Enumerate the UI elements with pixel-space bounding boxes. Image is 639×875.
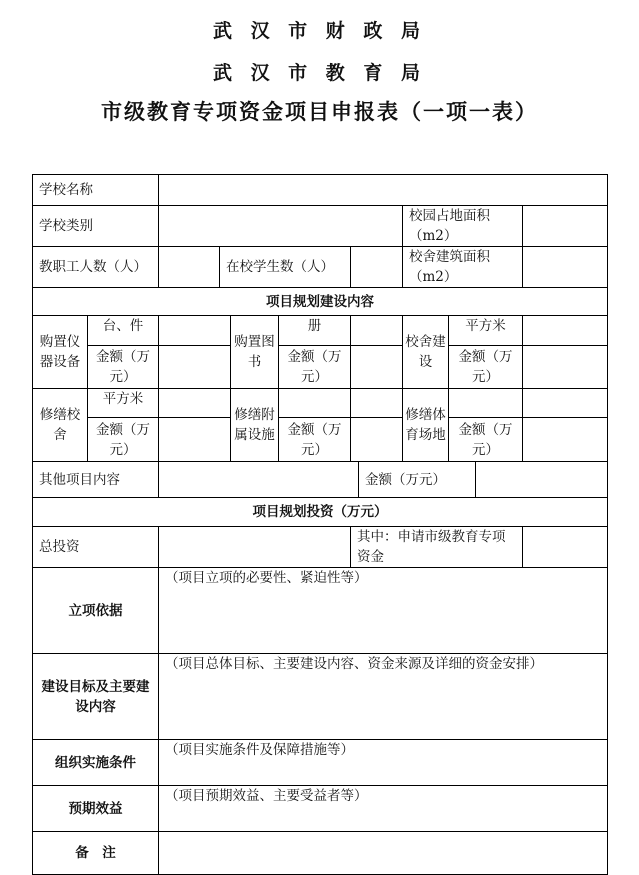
special-fund-label: 其中：申请市级教育专项资金: [351, 527, 523, 568]
repair-facilities-label: 修缮附属设施: [231, 389, 279, 462]
remarks-field[interactable]: [159, 832, 608, 875]
section-construction-content: 项目规划建设内容: [33, 288, 608, 316]
purchase-equipment-label: 购置仪器设备: [33, 316, 88, 389]
repair-sports-quantity-field[interactable]: [523, 389, 608, 418]
school-name-field[interactable]: [159, 175, 608, 206]
section-planned-investment: 项目规划投资（万元）: [33, 498, 608, 527]
equipment-unit: 台、件: [88, 316, 159, 346]
other-items-label: 其他项目内容: [33, 462, 159, 498]
special-fund-field[interactable]: [523, 527, 608, 568]
equipment-amount-label: 金额（万元）: [88, 346, 159, 389]
goals-hint: （项目总体目标、主要建设内容、资金来源及详细的资金安排）: [165, 656, 543, 672]
repair-sports-amount-field[interactable]: [523, 418, 608, 462]
goals-field[interactable]: [159, 654, 608, 740]
implementation-field[interactable]: [159, 740, 608, 786]
school-type-field[interactable]: [159, 206, 403, 247]
issuer-finance-bureau: 武 汉 市 财 政 局: [212, 20, 427, 42]
repair-facilities-amount-field[interactable]: [351, 418, 403, 462]
repair-building-unit: 平方米: [88, 389, 159, 418]
repair-facilities-amount-label: 金额（万元）: [279, 418, 351, 462]
staff-count-field[interactable]: [159, 247, 220, 288]
issuer-education-bureau: 武 汉 市 教 育 局: [212, 62, 427, 84]
staff-count-label: 教职工人数（人）: [33, 247, 159, 288]
equipment-quantity-field[interactable]: [159, 316, 231, 346]
project-basis-field[interactable]: [159, 568, 608, 654]
campus-area-field[interactable]: [523, 206, 608, 247]
expected-benefit-label: 预期效益: [33, 786, 159, 832]
project-basis-hint: （项目立项的必要性、紧迫性等）: [165, 570, 368, 586]
books-quantity-field[interactable]: [351, 316, 403, 346]
project-basis-label: 立项依据: [33, 568, 159, 654]
other-amount-label: 金额（万元）: [359, 462, 476, 498]
repair-building-amount-label: 金额（万元）: [88, 418, 159, 462]
repair-sports-label: 修缮体育场地: [403, 389, 449, 462]
form-title: 市级教育专项资金项目申报表（一项一表）: [101, 99, 538, 124]
repair-building-quantity-field[interactable]: [159, 389, 231, 418]
expected-benefit-field[interactable]: [159, 786, 608, 832]
goals-label: 建设目标及主要建设内容: [33, 654, 159, 740]
repair-facilities-unit-field[interactable]: [279, 389, 351, 418]
building-unit: 平方米: [449, 316, 523, 346]
implementation-label: 组织实施条件: [33, 740, 159, 786]
repair-facilities-quantity-field[interactable]: [351, 389, 403, 418]
repair-sports-amount-label: 金额（万元）: [449, 418, 523, 462]
building-area-field[interactable]: [523, 247, 608, 288]
school-type-label: 学校类别: [33, 206, 159, 247]
remarks-label: 备 注: [33, 832, 159, 875]
building-amount-label: 金额（万元）: [449, 346, 523, 389]
student-count-field[interactable]: [351, 247, 403, 288]
campus-area-label: 校园占地面积（m2）: [403, 206, 523, 247]
implementation-hint: （项目实施条件及保障措施等）: [165, 742, 354, 758]
student-count-label: 在校学生数（人）: [220, 247, 351, 288]
building-amount-field[interactable]: [523, 346, 608, 389]
other-amount-field[interactable]: [476, 462, 608, 498]
building-area-label: 校舍建筑面积（m2）: [403, 247, 523, 288]
repair-sports-unit-field[interactable]: [449, 389, 523, 418]
building-quantity-field[interactable]: [523, 316, 608, 346]
books-amount-label: 金额（万元）: [279, 346, 351, 389]
application-form-table: [32, 174, 608, 875]
expected-benefit-hint: （项目预期效益、主要受益者等）: [165, 788, 368, 804]
total-investment-label: 总投资: [33, 527, 159, 568]
school-building-label: 校舍建设: [403, 316, 449, 389]
books-unit: 册: [279, 316, 351, 346]
equipment-amount-field[interactable]: [159, 346, 231, 389]
purchase-books-label: 购置图书: [231, 316, 279, 389]
repair-building-amount-field[interactable]: [159, 418, 231, 462]
repair-building-label: 修缮校舍: [33, 389, 88, 462]
total-investment-field[interactable]: [159, 527, 351, 568]
school-name-label: 学校名称: [33, 175, 159, 206]
books-amount-field[interactable]: [351, 346, 403, 389]
other-items-field[interactable]: [159, 462, 359, 498]
